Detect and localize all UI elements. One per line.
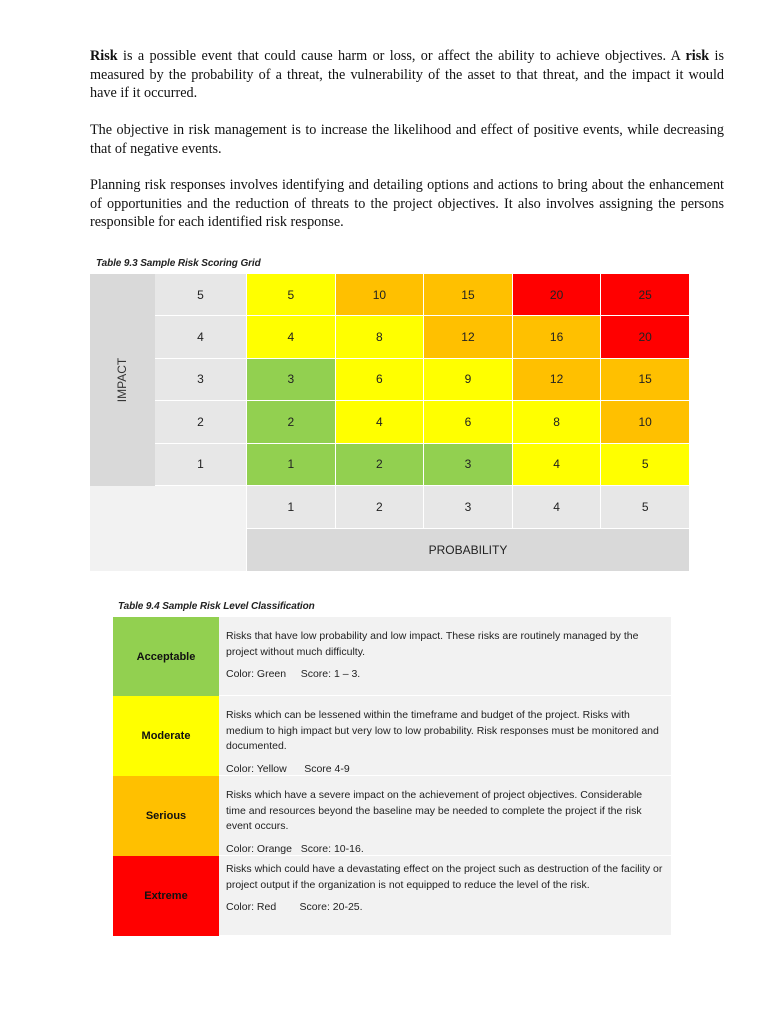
risk-score-cell: 4 (247, 316, 336, 358)
classification-row-moderate (113, 696, 671, 776)
classification-row-extreme (113, 856, 671, 936)
risk-score-cell: 25 (601, 274, 690, 316)
risk-score-cell: 10 (336, 274, 425, 316)
risk-response-planning-paragraph: Planning risk responses involves identifying and detailing options and actions to bring about the enhancement of opportunities and the reduction of threats to the project objectives. It also involves assigning the persons responsible for each identified risk response. (90, 177, 724, 230)
risk-score-cell: 12 (513, 359, 602, 401)
description-text: Risks which have a severe impact on the achievement of project objectives. Considerable time and resources beyond the baseline may be needed to complete the project if the risk event occurs. (226, 789, 643, 832)
risk-score-cell: 5 (247, 274, 336, 316)
impact-level-cell: 3 (155, 359, 247, 401)
description-text: Risks that have low probability and low impact. These risks are routinely managed by the project without much difficulty. (226, 630, 639, 658)
risk-score-cell: 15 (601, 359, 690, 401)
risk-score-cell: 4 (513, 444, 602, 486)
description-text: Risks which could have a devastating effect on the project such as destruction of the facility or project output if the organization is not equipped to reduce the level of the risk. (226, 863, 663, 891)
description-text: Risks which can be lessened within the timeframe and budget of the project. Risks with medium to high impact but very low to low probability. Risk responses must be monitored and documented. (226, 709, 659, 752)
level-description-acceptable (219, 617, 671, 696)
grid-corner-blank (90, 486, 247, 572)
risk-definition-text: is a possible event that could cause harm or loss, or affect the ability to achieve objectives. A (117, 48, 686, 64)
risk-score-cell: 20 (601, 316, 690, 358)
table-9-3-caption: Table 9.3 Sample Risk Scoring Grid (96, 258, 261, 269)
risk-score-cell: 15 (424, 274, 513, 316)
impact-axis-label (90, 274, 155, 486)
level-description-extreme (219, 856, 671, 936)
impact-level-cell: 2 (155, 401, 247, 443)
level-description-serious (219, 776, 671, 856)
probability-level-cell: 1 (247, 486, 336, 529)
risk-score-cell: 6 (336, 359, 425, 401)
risk-score-cell: 1 (247, 444, 336, 486)
probability-level-cell: 5 (601, 486, 690, 529)
risk-score-cell: 8 (336, 316, 425, 358)
color-score-text: Color: Yellow Score 4-9 (226, 762, 350, 775)
impact-level-cell: 4 (155, 316, 247, 358)
impact-level-cell: 5 (155, 274, 247, 316)
classification-row-serious (113, 776, 671, 856)
risk-score-cell: 12 (424, 316, 513, 358)
risk-score-cell: 10 (601, 401, 690, 443)
risk-score-cell: 8 (513, 401, 602, 443)
risk-score-cell: 3 (424, 444, 513, 486)
risk-score-cell: 16 (513, 316, 602, 358)
level-description-moderate (219, 696, 671, 776)
color-score-text: Color: Red Score: 20-25. (226, 901, 363, 913)
probability-level-cell: 3 (424, 486, 513, 529)
level-label-extreme: Extreme (113, 856, 219, 936)
table-9-4-caption: Table 9.4 Sample Risk Level Classification (118, 601, 315, 612)
impact-axis-text: IMPACT (115, 357, 130, 403)
impact-level-cell: 1 (155, 444, 247, 486)
color-score-text: Color: Orange Score: 10-16. (226, 842, 364, 855)
probability-level-cell: 2 (336, 486, 425, 529)
risk-scoring-grid (90, 274, 690, 572)
level-label-moderate: Moderate (113, 696, 219, 776)
risk-score-cell: 3 (247, 359, 336, 401)
intro-paragraph-risk-definition (90, 47, 724, 103)
risk-score-cell: 6 (424, 401, 513, 443)
risk-management-objective-paragraph: The objective in risk management is to increase the likelihood and effect of positive events, while decreasing that of negative events. (90, 122, 724, 157)
probability-axis-label: PROBABILITY (247, 529, 690, 572)
risk-measure-text: is measured by the probability of a threat, the vulnerability of the asset to that threat, and the impact it would have if it occurred. (90, 48, 724, 101)
level-label-acceptable: Acceptable (113, 617, 219, 696)
level-label-serious: Serious (113, 776, 219, 856)
risk-score-cell: 20 (513, 274, 602, 316)
probability-level-cell: 4 (513, 486, 602, 529)
risk-score-cell: 2 (336, 444, 425, 486)
color-score-text: Color: Green Score: 1 – 3. (226, 668, 361, 680)
risk-score-cell: 2 (247, 401, 336, 443)
risk-term-bold-2: risk (685, 48, 710, 64)
classification-row-acceptable (113, 617, 671, 696)
risk-term-bold: Risk (90, 48, 118, 64)
risk-score-cell: 4 (336, 401, 425, 443)
risk-score-cell: 5 (601, 444, 690, 486)
risk-score-cell: 9 (424, 359, 513, 401)
